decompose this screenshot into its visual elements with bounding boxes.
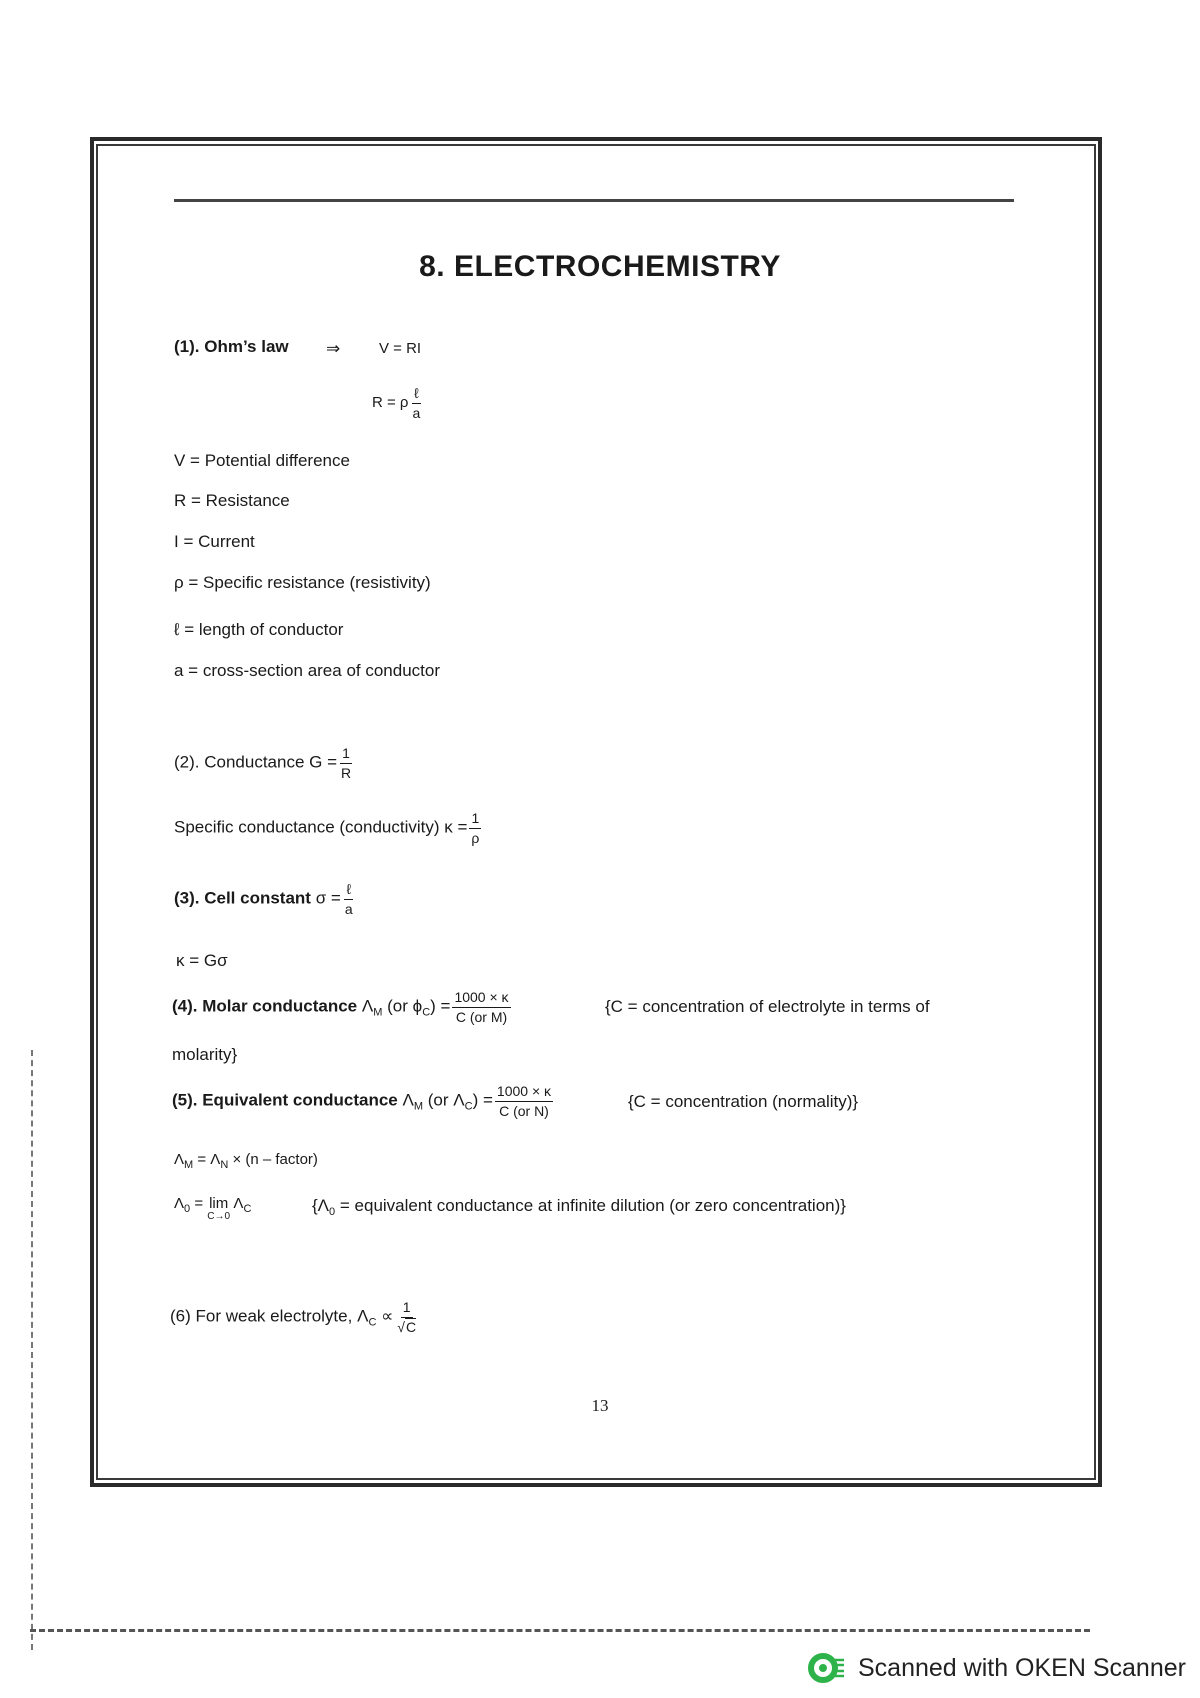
one-over-rho-fraction [469, 811, 481, 845]
scan-bottom-edge [30, 1629, 1090, 1632]
length-over-area-fraction [410, 386, 422, 420]
implies-arrow: ⇒ [326, 339, 341, 358]
subscript: M [413, 1100, 424, 1113]
conductance-formula [174, 746, 355, 780]
fraction-denominator: ρ [471, 829, 480, 846]
equivalent-conductance-label: (5). Equivalent conductance [172, 1090, 398, 1110]
subscript: M [373, 1006, 383, 1019]
phi-symbol: ϕ [412, 996, 423, 1016]
resistance-formula-lhs: R = ρ [372, 394, 409, 412]
one-over-sqrt-c-fraction [395, 1300, 418, 1334]
page-title: 8. ELECTROCHEMISTRY [419, 250, 781, 283]
fraction-numerator: 1 [340, 746, 352, 764]
note-lambda: {Λ [312, 1196, 330, 1215]
limit-operator [207, 1196, 230, 1222]
lambda-symbol: Λ [174, 1195, 185, 1212]
lambda-symbol: Λ [357, 1306, 369, 1326]
weak-electrolyte-label: (6) For weak electrolyte, [170, 1306, 353, 1326]
fraction-denominator: C (or N) [499, 1102, 549, 1119]
n-factor-term: × (n – factor) [228, 1151, 318, 1168]
radical-sign: √ [397, 1318, 405, 1335]
equivalent-conductance-fraction [495, 1084, 553, 1118]
definition-item: I = Current [174, 532, 255, 551]
specific-conductance-formula [174, 811, 483, 845]
definition-item: V = Potential difference [174, 451, 350, 470]
molar-conductance-note: {C = concentration of electrolyte in terms of [605, 997, 930, 1016]
fraction-numerator: 1000 × κ [452, 990, 510, 1008]
note-text: = equivalent conductance at infinite dilution (or zero concentration)} [335, 1196, 846, 1215]
subscript: C [464, 1100, 473, 1113]
resistance-formula [372, 386, 424, 420]
lambda-symbol: Λ [233, 1195, 244, 1212]
lambda-symbol: Λ [361, 996, 374, 1016]
molar-equivalent-relation [174, 1152, 318, 1171]
fraction-denominator: C (or M) [455, 1008, 508, 1025]
molar-conductance-formula [172, 990, 513, 1024]
lambda-symbol: Λ [402, 1090, 414, 1110]
radicand: C [405, 1318, 417, 1335]
lim-text: lim [209, 1195, 229, 1212]
fraction-denominator: R [341, 764, 352, 781]
definition-item: ℓ = length of conductor [174, 620, 344, 639]
conductance-label: (2). Conductance G = [174, 752, 338, 772]
limiting-conductance-note [312, 1197, 846, 1218]
scanner-watermark [808, 1650, 1186, 1686]
ohms-law-equation: V = RI [379, 340, 422, 357]
lim-subscript: C→0 [207, 1211, 231, 1222]
limiting-conductance-formula [174, 1196, 251, 1222]
subscript: C [243, 1203, 252, 1215]
fraction-numerator: 1 [469, 811, 481, 829]
subscript: 0 [184, 1203, 191, 1215]
equivalent-conductance-note: {C = concentration (normality)} [628, 1092, 859, 1111]
subscript: 0 [329, 1206, 336, 1218]
section-1-label: (1). Ohm’s law [174, 337, 289, 356]
fraction-numerator: ℓ [412, 386, 421, 404]
oken-scanner-logo-icon [808, 1651, 846, 1685]
cell-constant-label: (3). Cell constant [174, 888, 311, 908]
or-text: (or [427, 1090, 449, 1110]
length-over-area-fraction [343, 882, 355, 916]
definition-item: ρ = Specific resistance (resistivity) [174, 573, 431, 592]
subscript: M [184, 1159, 194, 1171]
subscript: N [220, 1159, 229, 1171]
proportional-symbol: ∝ [381, 1306, 394, 1326]
equivalent-conductance-formula [172, 1084, 555, 1118]
definition-item: a = cross-section area of conductor [174, 661, 440, 680]
molar-conductance-label: (4). Molar conductance [172, 996, 358, 1016]
subscript: C [422, 1006, 431, 1019]
fraction-denominator [395, 1318, 418, 1335]
equals-sign: = [190, 1195, 208, 1212]
cell-constant-formula [174, 882, 357, 916]
close-paren: ) = [430, 996, 451, 1016]
page-number: 13 [591, 1396, 609, 1415]
kappa-equation: κ = Gσ [176, 951, 228, 970]
sigma-symbol: σ = [315, 888, 341, 908]
header-rule [174, 199, 1014, 202]
fraction-numerator: ℓ [344, 882, 353, 900]
definition-item: R = Resistance [174, 491, 290, 510]
equals-lambda: = Λ [193, 1151, 221, 1168]
scanner-watermark-text: Scanned with OKEN Scanner [858, 1653, 1186, 1682]
scan-edge-marks [31, 1050, 33, 1650]
lambda-symbol: Λ [174, 1151, 185, 1168]
subscript: C [368, 1316, 377, 1329]
close-paren: ) = [472, 1090, 493, 1110]
fraction-numerator: 1000 × κ [495, 1084, 553, 1102]
specific-conductance-label: Specific conductance (conductivity) κ = [174, 817, 468, 837]
fraction-numerator: 1 [401, 1300, 413, 1318]
fraction-denominator: a [412, 404, 421, 421]
one-over-r-fraction [339, 746, 353, 780]
molar-conductance-fraction [452, 990, 510, 1024]
weak-electrolyte-formula [170, 1300, 420, 1334]
lambda-symbol: Λ [453, 1090, 465, 1110]
or-text: (or [387, 996, 408, 1016]
molar-conductance-note-continued: molarity} [172, 1045, 238, 1064]
fraction-denominator: a [344, 900, 353, 917]
